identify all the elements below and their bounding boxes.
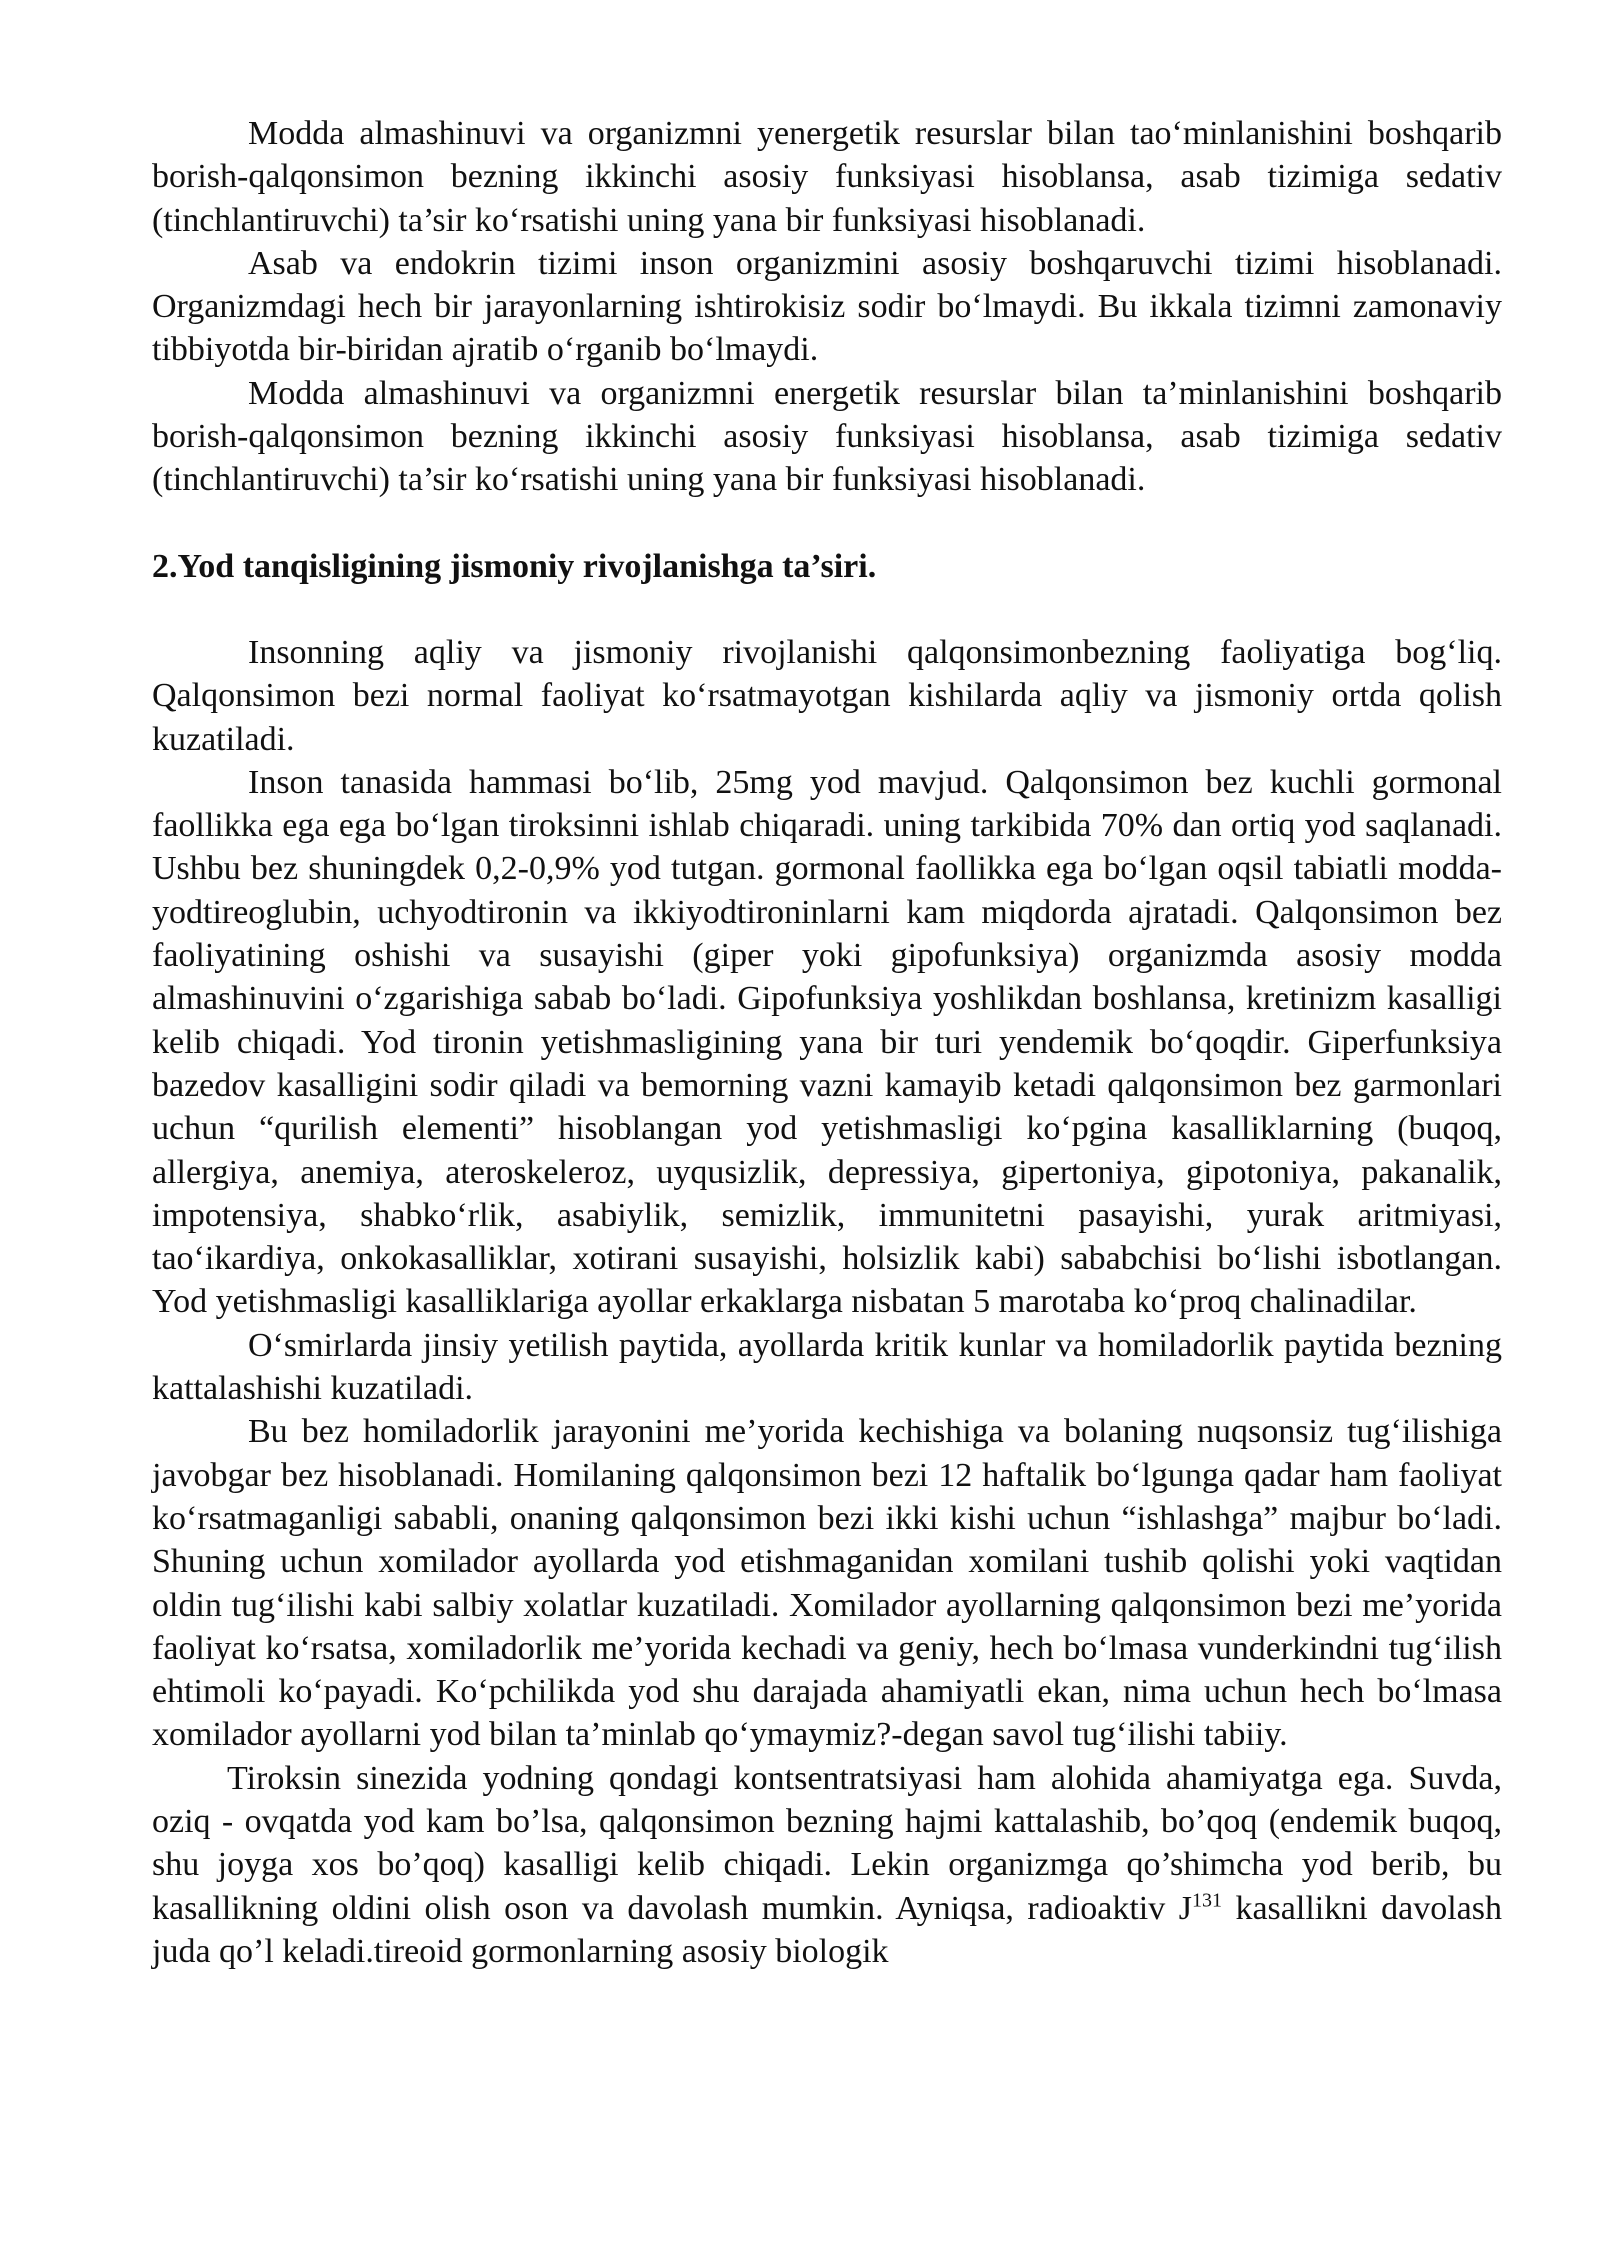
- isotope-superscript: 131: [1191, 1889, 1222, 1912]
- paragraph: Modda almashinuvi va organizmni yenergetik resurslar bilan tao‘minlanishini boshqarib borish-qalqonsimon bezning ikkinchi asosiy funksiyasi hisoblansa, asab tizimiga sedativ (tinchlantiruvchi) ta’sir ko‘rsatishi uning yana bir funksiyasi hisoblanadi.: [152, 115, 1502, 239]
- paragraph: Bu bez homiladorlik jarayonini me’yorida kechishiga va bolaning nuqsonsiz tug‘ilishiga javobgar bez hisoblanadi. Homilaning qalqonsimon bezi 12 haftalik bo‘lgunga qadar ham faoliyat ko‘rsatmaganligi sababli, onaning qalqonsimon bezi ikki kishi uchun “ishlashga” majbur bo‘ladi. Shuning uchun xomilador ayollarda yod etishmaganidan xomilani tushib qolishi yoki vaqtidan oldin tug‘ilishi kabi salbiy xolatlar kuzatiladi. Xomilador ayollarning qalqonsimon bezi me’yorida faoliyat ko‘rsatsa, xomiladorlik me’yorida kechadi va geniy, hech bo‘lmasa vunderkindni tug‘ilish ehtimoli ko‘payadi. Ko‘pchilikda yod shu darajada ahamiyatli ekan, nima uchun hech bo‘lmasa xomilador ayollarni yod bilan ta’minlab qo‘ymaymiz?-degan savol tug‘ilishi tabiiy.: [152, 1413, 1502, 1754]
- paragraph: Asab va endokrin tizimi inson organizmini asosiy boshqaruvchi tizimi hisoblanadi. Organizmdagi hech bir jarayonlarning ishtirokisiz sodir bo‘lmaydi. Bu ikkala tizimni zamonaviy tibbiyotda bir-biridan ajratib o‘rganib bo‘lmaydi.: [152, 244, 1502, 369]
- document-page: [152, 112, 1502, 1973]
- paragraph: Modda almashinuvi va organizmni energetik resurslar bilan ta’minlanishini boshqarib borish-qalqonsimon bezning ikkinchi asosiy funksiyasi hisoblansa, asab tizimiga sedativ (tinchlantiruvchi) ta’sir ko‘rsatishi uning yana bir funksiyasi hisoblanadi.: [152, 374, 1502, 499]
- paragraph-last: [152, 1757, 1502, 1973]
- paragraph: O‘smirlarda jinsiy yetilish paytida, ayollarda kritik kunlar va homiladorlik paytida bezning kattalashishi kuzatiladi.: [152, 1326, 1502, 1408]
- section-heading: 2.Yod tanqisligining jismoniy rivojlanishga ta’siri.: [152, 547, 877, 585]
- paragraph: Inson tanasida hammasi bo‘lib, 25mg yod mavjud. Qalqonsimon bez kuchli gormonal faollikka ega ega bo‘lgan tiroksinni ishlab chiqaradi. uning tarkibida 70% dan ortiq yod saqlanadi. Ushbu bez shuningdek 0,2-0,9% yod tutgan. gormonal faollikka ega bo‘lgan oqsil tabiatli modda-yodtireoglubin, uchyodtironin va ikkiyodtironinlarni kam miqdorda ajratadi. Qalqonsimon bez faoliyatining oshishi va susayishi (giper yoki gipofunksiya) organizmda asosiy modda almashinuvini o‘zgarishiga sabab bo‘ladi. Gipofunksiya yoshlikdan boshlansa, kretinizm kasalligi kelib chiqadi. Yod tironin yetishmasligining yana bir turi yendemik bo‘qoqdir. Giperfunksiya bazedov kasalligini sodir qiladi va bemorning vazni kamayib ketadi qalqonsimon bez garmonlari uchun “qurilish elementi” hisoblangan yod yetishmasligi ko‘pgina kasalliklarning (buqoq, allergiya, anemiya, ateroskeleroz, uyqusizlik, depressiya, gipertoniya, gipotoniya, pakanalik, impotensiya, shabko‘rlik, asabiylik, semizlik, immunitetni pasayishi, yurak aritmiyasi, tao‘ikardiya, onkokasalliklar, xotirani susayishi, holsizlik kabi) sababchisi bo‘lishi isbotlangan. Yod yetishmasligi kasalliklariga ayollar erkaklarga nisbatan 5 marotaba ko‘proq chalinadilar.: [152, 763, 1502, 1321]
- paragraph: Insonning aqliy va jismoniy rivojlanishi qalqonsimonbezning faoliyatiga bog‘liq. Qalqonsimon bezi normal faoliyat ko‘rsatmayotgan kishilarda aqliy va jismoniy ortda qolish kuzatiladi.: [152, 633, 1502, 758]
- paragraph-text: kasallikni davolash juda qo’l keladi.tireoid gormonlarning asosiy biologik: [152, 1889, 1502, 1970]
- paragraph-text: Tiroksin sinezida yodning qondagi kontsentratsiyasi ham alohida ahamiyatga ega. Suvda, oziq - ovqatda yod kam bo’lsa, qalqonsimon bezning hajmi kattalashib, bo’qoq (endemik buqoq, shu joyga xos bo’qoq) kasalligi kelib chiqadi. Lekin organizmga qo’shimcha yod berib, bu kasallikning oldini olish oson va davolash mumkin. Ayniqsa, radioaktiv J: [152, 1759, 1502, 1927]
